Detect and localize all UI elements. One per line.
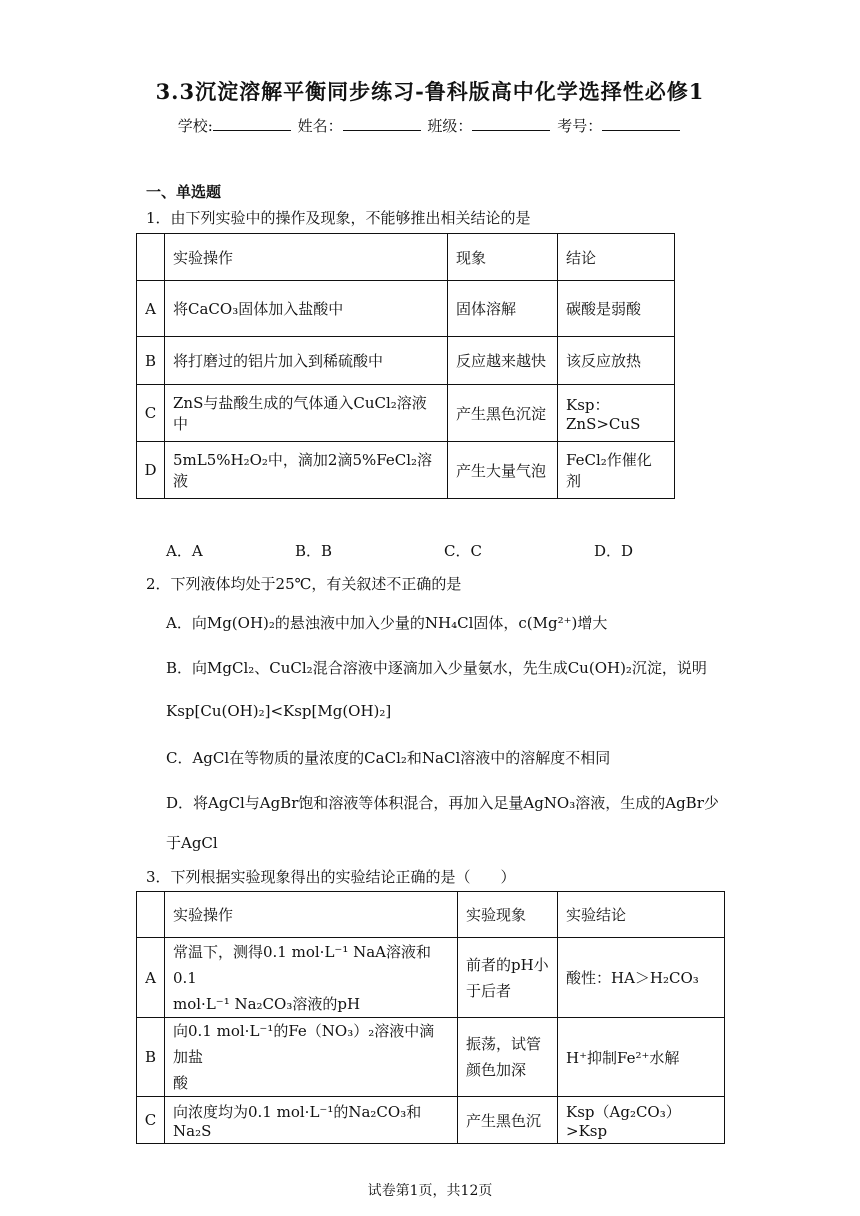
q1-header-ph: 现象 bbox=[448, 234, 558, 281]
row-label: D bbox=[137, 442, 165, 499]
row-op-line2: mol·L⁻¹ Na₂CO₃溶液的pH bbox=[173, 994, 361, 1013]
row-op: 向浓度均为0.1 mol·L⁻¹的Na₂CO₃和Na₂S bbox=[165, 1097, 458, 1144]
q3-header-con: 实验结论 bbox=[558, 892, 725, 938]
row-con: 酸性：HA＞H₂CO₃ bbox=[558, 938, 725, 1018]
q1-option-d: D．D bbox=[594, 542, 634, 560]
table-row bbox=[137, 442, 675, 499]
q1-header-label bbox=[137, 234, 165, 281]
q1-option-c: C．C bbox=[444, 542, 482, 560]
class-label: 班级： bbox=[427, 117, 473, 135]
table-row bbox=[137, 281, 675, 337]
row-label: B bbox=[137, 1018, 165, 1097]
row-label: C bbox=[137, 385, 165, 442]
q1-stem: 1．由下列实验中的操作及现象，不能够推出相关结论的是 bbox=[146, 209, 531, 227]
table-row bbox=[137, 938, 725, 1018]
row-ph: 产生大量气泡 bbox=[448, 442, 558, 499]
row-con: 碳酸是弱酸 bbox=[558, 281, 675, 337]
row-label: B bbox=[137, 337, 165, 385]
table-row bbox=[137, 337, 675, 385]
row-label: A bbox=[137, 938, 165, 1018]
row-op-line2: 酸 bbox=[173, 1074, 189, 1092]
section-heading: 一、单选题 bbox=[146, 183, 222, 201]
row-ph-line2: 颜色加深 bbox=[466, 1061, 527, 1079]
row-con: Ksp：ZnS>CuS bbox=[558, 385, 675, 442]
student-info-line bbox=[0, 115, 860, 136]
row-ph: 产生黑色沉淀 bbox=[448, 385, 558, 442]
row-con: 该反应放热 bbox=[558, 337, 675, 385]
row-label: A bbox=[137, 281, 165, 337]
q3-header-label bbox=[137, 892, 165, 938]
row-op bbox=[165, 938, 458, 1018]
row-ph-line1: 前者的pH小 bbox=[466, 955, 549, 974]
row-op: ZnS与盐酸生成的气体通入CuCl₂溶液中 bbox=[165, 385, 448, 442]
q2-option-d-line2: 于AgCl bbox=[166, 834, 218, 852]
row-con: H⁺抑制Fe²⁺水解 bbox=[558, 1018, 725, 1097]
q2-option-a: A．向Mg(OH)₂的悬浊液中加入少量的NH₄Cl固体，c(Mg²⁺)增大 bbox=[166, 614, 608, 632]
row-op: 将打磨过的铝片加入到稀硫酸中 bbox=[165, 337, 448, 385]
row-ph-line1: 振荡，试管 bbox=[466, 1035, 542, 1053]
q3-stem: 3．下列根据实验现象得出的实验结论正确的是（ ） bbox=[146, 868, 516, 886]
row-ph bbox=[458, 938, 558, 1018]
row-con: Ksp（Ag₂CO₃）>Ksp bbox=[558, 1097, 725, 1144]
school-blank bbox=[213, 116, 291, 131]
q2-option-b-line2: Ksp[Cu(OH)₂]<Ksp[Mg(OH)₂] bbox=[166, 702, 392, 720]
number-label: 考号： bbox=[557, 117, 603, 135]
page-footer: 试卷第1页，共12页 bbox=[367, 1183, 493, 1199]
number-blank bbox=[602, 116, 680, 131]
table-row bbox=[137, 385, 675, 442]
row-ph bbox=[458, 1018, 558, 1097]
row-ph-line2: 于后者 bbox=[466, 981, 512, 1000]
table-row bbox=[137, 1097, 725, 1144]
row-ph: 反应越来越快 bbox=[448, 337, 558, 385]
q1-table bbox=[136, 233, 675, 499]
row-op-line1: 向0.1 mol·L⁻¹的Fe（NO₃）₂溶液中滴加盐 bbox=[173, 1022, 435, 1066]
row-con: FeCl₂作催化剂 bbox=[558, 442, 675, 499]
q2-option-b-line1: B．向MgCl₂、CuCl₂混合溶液中逐滴加入少量氨水，先生成Cu(OH)₂沉淀，说明 bbox=[166, 659, 707, 677]
q1-option-a: A．A bbox=[166, 542, 203, 560]
q1-header-op: 实验操作 bbox=[165, 234, 448, 281]
school-label: 学校: bbox=[177, 117, 213, 135]
class-blank bbox=[472, 116, 550, 131]
q1-header-con: 结论 bbox=[558, 234, 675, 281]
name-label: 姓名： bbox=[297, 117, 343, 135]
row-op bbox=[165, 1018, 458, 1097]
page-title: 3.3沉淀溶解平衡同步练习-鲁科版高中化学选择性必修1 bbox=[155, 79, 705, 104]
q3-header-op: 实验操作 bbox=[165, 892, 458, 938]
name-blank bbox=[343, 116, 421, 131]
row-op: 将CaCO₃固体加入盐酸中 bbox=[165, 281, 448, 337]
row-op-line1: 常温下，测得0.1 mol·L⁻¹ NaA溶液和0.1 bbox=[173, 942, 432, 987]
q2-stem: 2．下列液体均处于25℃，有关叙述不正确的是 bbox=[146, 575, 462, 593]
q3-header-row bbox=[137, 892, 725, 938]
row-label: C bbox=[137, 1097, 165, 1144]
q2-option-d-line1: D．将AgCl与AgBr饱和溶液等体积混合，再加入足量AgNO₃溶液，生成的AgBr少 bbox=[166, 794, 719, 812]
row-ph: 固体溶解 bbox=[448, 281, 558, 337]
q2-option-c: C．AgCl在等物质的量浓度的CaCl₂和NaCl溶液中的溶解度不相同 bbox=[166, 749, 611, 767]
q1-option-b: B．B bbox=[295, 542, 333, 560]
q3-table bbox=[136, 891, 725, 1144]
row-op: 5mL5%H₂O₂中，滴加2滴5%FeCl₂溶液 bbox=[165, 442, 448, 499]
table-row bbox=[137, 1018, 725, 1097]
q1-header-row bbox=[137, 234, 675, 281]
q3-header-ph: 实验现象 bbox=[458, 892, 558, 938]
row-ph: 产生黑色沉 bbox=[458, 1097, 558, 1144]
